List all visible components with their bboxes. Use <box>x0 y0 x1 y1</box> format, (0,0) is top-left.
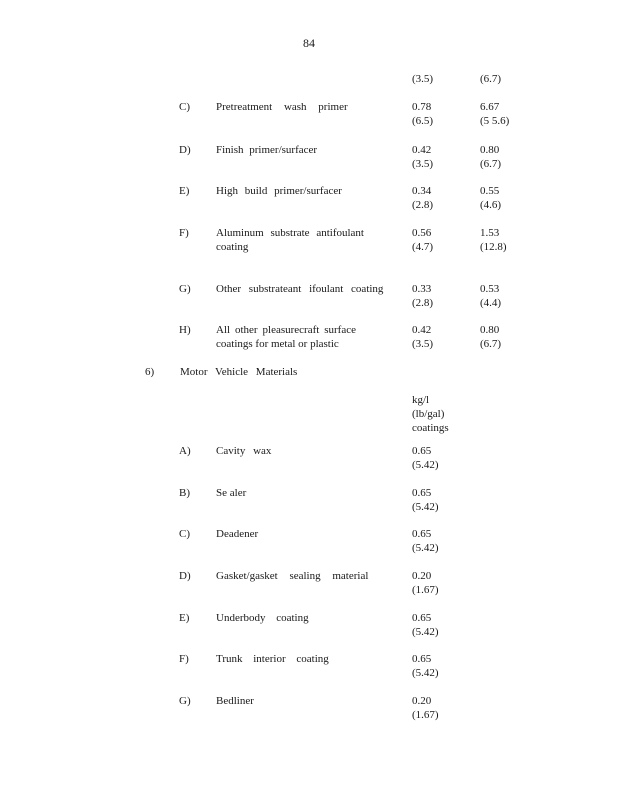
item-value-1: 0.65 <box>412 445 432 457</box>
item-letter: A) <box>179 445 191 457</box>
item-description: Trunk interior coating <box>216 653 329 665</box>
item-description: Pretreatment wash primer <box>216 101 348 113</box>
item-value-1: 0.20 <box>412 695 432 707</box>
item-value-2: 0.55 <box>480 185 500 197</box>
item-value-2-imperial: (6.7) <box>480 338 502 350</box>
item-letter: E) <box>179 185 190 197</box>
item-value-2: 0.53 <box>480 283 500 295</box>
item-value-1-imperial: (3.5) <box>412 338 434 350</box>
item-value-1-imperial: (5.42) <box>412 626 439 638</box>
item-value-1: 0.65 <box>412 612 432 624</box>
item-value-1: 0.42 <box>412 324 432 336</box>
item-letter: C) <box>179 528 190 540</box>
item-value-2: 0.80 <box>480 144 500 156</box>
item-value-2-imperial: (5 5.6) <box>480 115 510 127</box>
item-value-1: 0.78 <box>412 101 432 113</box>
item-value-2-imperial: (6.7) <box>480 158 502 170</box>
item-value-1: 0.42 <box>412 144 432 156</box>
item-value-1-imperial: (5.42) <box>412 542 439 554</box>
item-value-1-imperial: (2.8) <box>412 297 434 309</box>
item-value-1-imperial: (1.67) <box>412 584 439 596</box>
item-value-1: 0.65 <box>412 528 432 540</box>
item-letter: C) <box>179 101 190 113</box>
item-description: Gasket/gasket sealing material <box>216 570 369 582</box>
item-value-2: 0.80 <box>480 324 500 336</box>
item-value-1: 0.65 <box>412 487 432 499</box>
item-description: Se aler <box>216 487 247 499</box>
item-value-1-imperial: (3.5) <box>412 158 434 170</box>
item-description: Cavity wax <box>216 445 272 457</box>
top-value-1: (3.5) <box>412 73 434 85</box>
item-value-1-imperial: (5.42) <box>412 501 439 513</box>
item-description: Other substrateant ifoulant coating <box>216 283 384 295</box>
item-value-1-imperial: (4.7) <box>412 241 434 253</box>
item-description: All other pleasurecraft surface coatings for metal or plastic <box>216 324 356 350</box>
item-value-2-imperial: (12.8) <box>480 241 507 253</box>
item-value-1: 0.33 <box>412 283 432 295</box>
item-letter: G) <box>179 283 191 295</box>
item-value-1-imperial: (5.42) <box>412 459 439 471</box>
item-letter: E) <box>179 612 190 624</box>
item-letter: B) <box>179 487 190 499</box>
item-value-1-imperial: (2.8) <box>412 199 434 211</box>
item-description: Bedliner <box>216 695 254 707</box>
section-number: 6) <box>145 366 155 378</box>
item-letter: G) <box>179 695 191 707</box>
item-letter: F) <box>179 653 189 665</box>
item-value-1: 0.34 <box>412 185 432 197</box>
page-number: 84 <box>303 36 315 50</box>
item-description: Aluminum substrate antifoulant coating <box>216 227 364 253</box>
item-value-2: 6.67 <box>480 101 500 113</box>
item-value-1: 0.56 <box>412 227 432 239</box>
top-value-2: (6.7) <box>480 73 502 85</box>
section-title: Motor Vehicle Materials <box>180 366 298 378</box>
item-description: Finish primer/surfacer <box>216 144 318 156</box>
item-description: High build primer/surfacer <box>216 185 342 197</box>
item-letter: D) <box>179 144 191 156</box>
item-value-1: 0.20 <box>412 570 432 582</box>
item-description: Underbody coating <box>216 612 309 624</box>
unit-header-line-2: (lb/gal) <box>412 408 445 420</box>
item-value-2-imperial: (4.6) <box>480 199 502 211</box>
item-value-1-imperial: (6.5) <box>412 115 434 127</box>
item-description: Deadener <box>216 528 259 540</box>
item-letter: F) <box>179 227 189 239</box>
item-value-1-imperial: (5.42) <box>412 667 439 679</box>
item-value-1-imperial: (1.67) <box>412 709 439 721</box>
item-letter: D) <box>179 570 191 582</box>
item-value-1: 0.65 <box>412 653 432 665</box>
item-letter: H) <box>179 324 191 336</box>
item-value-2: 1.53 <box>480 227 500 239</box>
unit-header-line-1: kg/l <box>412 394 430 406</box>
unit-header-line-3: coatings <box>412 422 449 434</box>
item-value-2-imperial: (4.4) <box>480 297 502 309</box>
